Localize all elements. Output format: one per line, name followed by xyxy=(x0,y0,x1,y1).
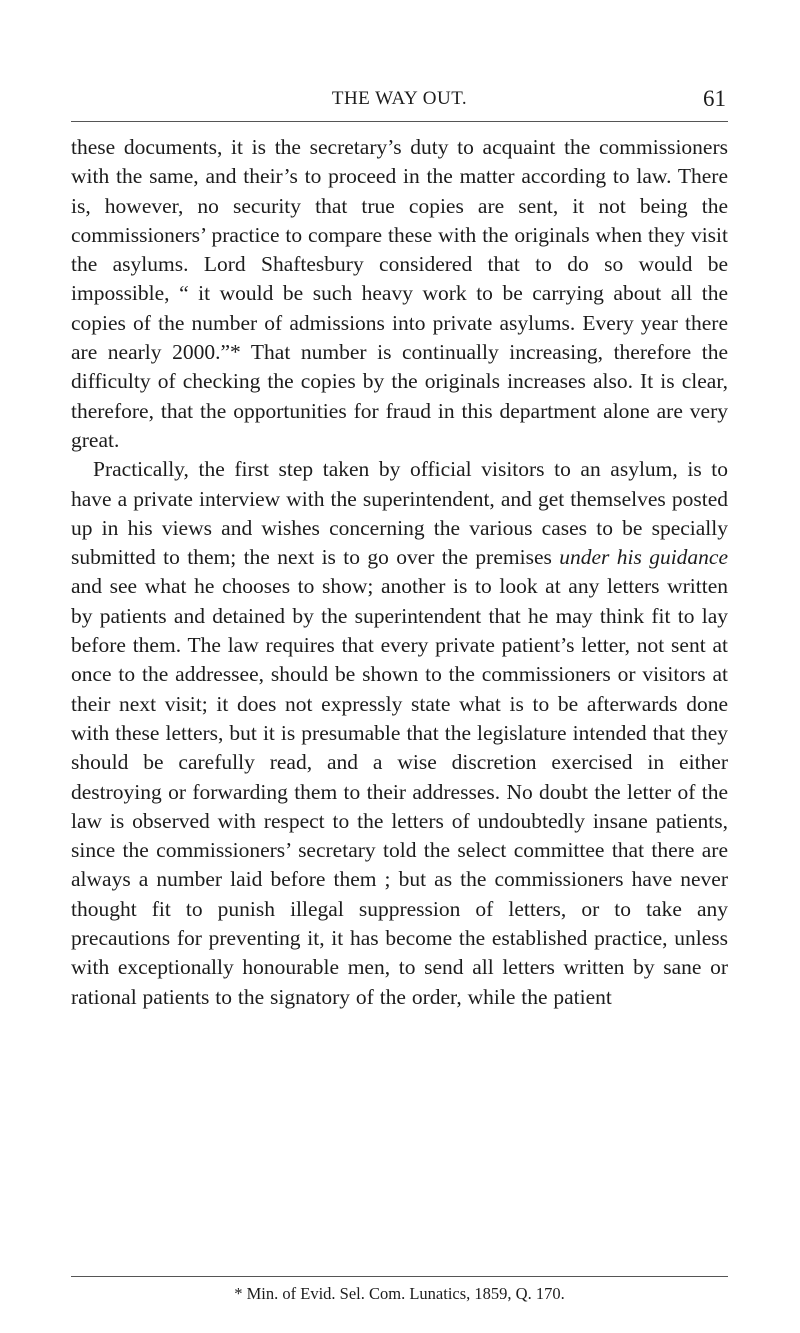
running-head: THE WAY OUT. xyxy=(331,88,468,109)
paragraph-2 xyxy=(71,455,728,1012)
paragraph-2-part-2: and see what he chooses to show; another is to look at any letters written by patients and detained by the superintendent that he may think fit to lay before them. The law requires that every private patient’s letter, not sent at once to the addressee, should be shown to the commissioners or visitors at their next visit; it does not expressly state what is to be afterwards done with these letters, but it is presumable that the legislature intended that they should be carefully read, and a wise discretion exercised in either destroying or forwarding them to their addresses. No doubt the letter of the law is observed with respect to the letters of undoubtedly insane patients, since the commissioners’ secretary told the select committee that there are always a number laid before them ; but as the commissioners have never thought fit to punish illegal suppression of letters, or to take any precautions for preventing it, it has become the established practice, unless with exceptionally honourable men, to send all letters written by sane or rational patients to the signatory of the order, while the patient xyxy=(71,574,728,1009)
header-rule xyxy=(71,121,728,122)
footnote-rule xyxy=(71,1276,728,1277)
paragraph-2-part-1: Practically, the first step taken by official visitors to an asylum, is to have a private interview with the superintendent, and get themselves posted up in his views and wishes concerning the various cases to be specially submitted to them; the next is to go over the premises xyxy=(71,457,728,570)
page-header xyxy=(71,88,728,116)
book-page xyxy=(71,0,728,1333)
paragraph-1: these documents, it is the secretary’s duty to acquaint the commissioners with the same, and their’s to proceed in the matter according to law. There is, however, no security that true copies are sent, it not being the commissioners’ practice to compare these with the originals when they visit the asylums. Lord Shaftesbury considered that to do so would be impossible, “ it would be such heavy work to be carrying about all the copies of the number of admissions into private asylums. Every year there are nearly 2000.”* That number is continually increasing, therefore the difficulty of checking the copies by the originals increases also. It is clear, therefore, that the opportunities for fraud in this department alone are very great. xyxy=(71,135,728,452)
footnote: * Min. of Evid. Sel. Com. Lunatics, 1859, Q. 170. xyxy=(234,1284,565,1303)
body-text xyxy=(71,133,728,1012)
page-number: 61 xyxy=(703,86,726,111)
paragraph-2-italic: under his guidance xyxy=(559,545,729,570)
